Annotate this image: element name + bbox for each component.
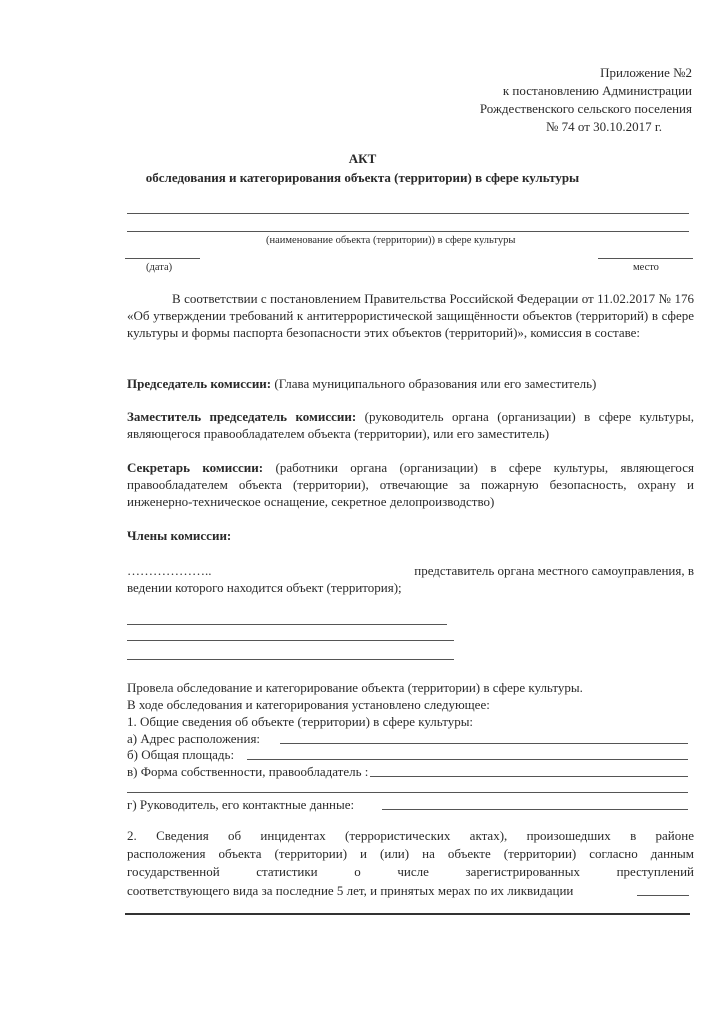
- member-representative-cont: ведении которого находится объект (территория);: [127, 580, 402, 595]
- chairman-label: Председатель комиссии:: [127, 376, 272, 391]
- member-line-2[interactable]: [127, 640, 454, 641]
- incidents-line-4: соответствующего вида за последние 5 лет, и принятых мерах по их ликвидации: [127, 883, 574, 898]
- member-line-1[interactable]: [127, 624, 447, 625]
- appendix-resolution: к постановлению Администрации: [502, 83, 692, 98]
- area-label: б) Общая площадь:: [127, 747, 235, 762]
- ownership-label: в) Форма собственности, правообладатель :: [127, 764, 369, 779]
- incidents-line-2: расположения объекта (территории) и (или) на объекте (территории) согласно данным: [127, 846, 694, 861]
- place-line[interactable]: [598, 258, 693, 259]
- member-line-3[interactable]: [127, 659, 454, 660]
- place-caption: место: [633, 262, 659, 273]
- deputy-text: (руководитель органа (организации) в сфере культуры, являющегося правообладателем объекта (территории), или его заместитель): [127, 409, 694, 441]
- deputy-paragraph: [127, 408, 694, 442]
- appendix-date: № 74 от 30.10.2017 г.: [545, 119, 662, 134]
- intro-paragraph: В соответствии с постановлением Правительства Российской Федерации от 11.02.2017 № 176 «Об утверждении требований к антитеррористической защищённости объектов (территорий) в сфере культуры и формы паспорта безопасности этих объектов (территорий)», комиссия в составе:: [127, 291, 694, 340]
- survey-performed: Провела обследование и категорирование объекта (территории) в сфере культуры.: [127, 680, 583, 695]
- head-contacts-field[interactable]: [382, 809, 688, 810]
- secretary-label: Секретарь комиссии:: [127, 460, 264, 475]
- incidents-line-1: 2. Сведения об инцидентах (террористических актах), произошедших в районе: [127, 828, 694, 843]
- address-label: а) Адрес расположения:: [127, 731, 261, 746]
- act-subtitle: обследования и категорирования объекта (территории) в сфере культуры: [145, 170, 580, 185]
- member-dots: ………………..: [127, 563, 212, 578]
- members-label: Члены комиссии:: [127, 528, 232, 543]
- chairman-text: (Глава муниципального образования или его заместитель): [271, 376, 597, 391]
- bottom-rule: [125, 913, 690, 915]
- member-representative: представитель органа местного самоуправления, в: [414, 563, 694, 578]
- date-line[interactable]: [125, 258, 200, 259]
- deputy-label: Заместитель председатель комиссии:: [127, 409, 357, 424]
- ownership-field-2[interactable]: [127, 792, 688, 793]
- object-name-line-1[interactable]: [127, 213, 689, 214]
- chairman-paragraph: [127, 375, 694, 392]
- incidents-field[interactable]: [637, 895, 689, 896]
- head-contacts-label: г) Руководитель, его контактные данные:: [127, 797, 355, 812]
- date-caption: (дата): [146, 262, 173, 273]
- appendix-number: Приложение №2: [600, 65, 692, 80]
- area-field[interactable]: [247, 759, 688, 760]
- incidents-line-3: государственной статистики о числе зарегистрированных преступлений: [127, 864, 694, 879]
- secretary-text: (работники органа (организации) в сфере культуры, являющегося правообладателем объекта (территории), отвечающие за пожарную безопасность, охрану и инженерно-техническое оснащение, секретное делопроизводство): [127, 460, 694, 509]
- ownership-field[interactable]: [370, 776, 688, 777]
- general-info-heading: 1. Общие сведения об объекте (территории) в сфере культуры:: [127, 714, 474, 729]
- object-name-caption: (наименование объекта (территории)) в сфере культуры: [266, 235, 516, 246]
- address-field[interactable]: [280, 743, 688, 744]
- act-title: АКТ: [348, 151, 377, 166]
- appendix-settlement: Рождественского сельского поселения: [479, 101, 692, 116]
- survey-established: В ходе обследования и категорирования установлено следующее:: [127, 697, 490, 712]
- secretary-paragraph: [127, 459, 694, 510]
- object-name-line-2[interactable]: [127, 231, 689, 232]
